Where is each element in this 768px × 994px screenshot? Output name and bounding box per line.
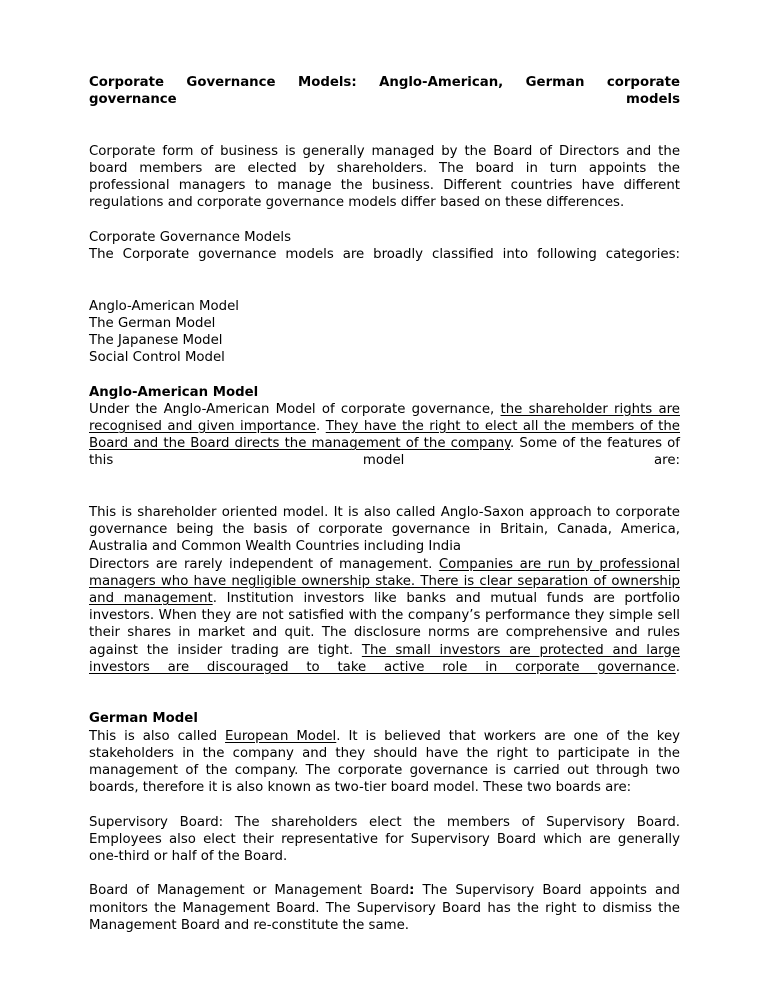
text-run: . It is believed that workers are one of the key stakeholders in the company and they should have the right to participate in the management of the company. The corporate governance is carried out through two boards, therefore it is also known as two-tier board model. These two boards are: bbox=[89, 728, 681, 796]
document-content bbox=[89, 74, 680, 934]
underlined-text-run: the shareholder rights are recognised and given importance bbox=[89, 401, 680, 434]
spacer bbox=[89, 487, 680, 504]
underlined-text-run: They have the right to elect all the members of the Board and the Board directs the management of the company bbox=[89, 419, 680, 452]
models-intro: The Corporate governance models are broadly classified into following categories: bbox=[89, 247, 680, 262]
section-heading-german: German Model bbox=[89, 711, 198, 727]
text-run: . Institution investors like banks and mutual funds are portfolio investors. When they are not satisfied with the company’s performance they simple sell their shares in market and quit. The disclosure norms are comprehensive and rules against the insider trading are tight. bbox=[89, 591, 680, 658]
text-run: . bbox=[675, 659, 680, 675]
section-heading-anglo-american: Anglo-American Model bbox=[89, 384, 259, 400]
anglo-american-paragraph-2 bbox=[89, 556, 680, 694]
german-paragraph-1 bbox=[89, 728, 680, 797]
model-list-item: Anglo-American Model bbox=[89, 298, 239, 314]
text-run: Board of Management or Management Board bbox=[89, 883, 410, 899]
underlined-text-run: The small investors are protected and large investors are discouraged to take active role in corporate governance bbox=[89, 642, 680, 675]
model-list-item: The Japanese Model bbox=[89, 333, 223, 348]
spacer bbox=[89, 212, 680, 229]
spacer bbox=[89, 126, 680, 143]
anglo-american-paragraph-1 bbox=[89, 401, 680, 487]
management-board-paragraph bbox=[89, 882, 680, 934]
page-title: Corporate Governance Models: Anglo-American, German corporate governance models bbox=[89, 75, 680, 108]
bold-colon: : bbox=[409, 883, 415, 899]
spacer bbox=[89, 796, 680, 813]
models-label: Corporate Governance Models bbox=[89, 229, 291, 245]
text-run: . bbox=[316, 419, 326, 434]
text-run: Under the Anglo-American Model of corporate governance, bbox=[89, 401, 501, 417]
text-run: Directors are rarely independent of management. bbox=[89, 556, 439, 572]
intro-paragraph: Corporate form of business is generally managed by the Board of Directors and the board members are elected by shareholders. The board in turn appoints the professional managers to manage the business. Different countries have different regulations and corporate governance models differ based on these differences. bbox=[89, 143, 680, 211]
spacer bbox=[89, 865, 680, 882]
underlined-text-run: Companies are run by professional managers who have negligible ownership stake. There is clear separation of ownership and management bbox=[89, 556, 680, 607]
spacer bbox=[89, 693, 680, 710]
underlined-text-run: European Model bbox=[225, 728, 337, 744]
text-run: . Some of the features of this model are: bbox=[89, 436, 680, 469]
model-list-item: The German Model bbox=[89, 315, 216, 331]
supervisory-board-paragraph: Supervisory Board: The shareholders elect the members of Supervisory Board. Employees also elect their representative for Supervisory Board which are generally one-third or half of the Board. bbox=[89, 814, 680, 865]
text-run: The Supervisory Board appoints and monitors the Management Board. The Supervisory Board has the right to dismiss the Management Board and re-constitute the same. bbox=[89, 883, 680, 933]
spacer bbox=[89, 280, 680, 297]
model-list-item: Social Control Model bbox=[89, 350, 225, 366]
text-run: This is also called bbox=[89, 728, 226, 744]
spacer bbox=[89, 366, 680, 383]
anglo-american-paragraph-2-lead: This is shareholder oriented model. It is also called Anglo-Saxon approach to corporate governance being the basis of corporate governance in Britain, Canada, America, Australia and Common Wealth Countries including India bbox=[89, 505, 680, 555]
